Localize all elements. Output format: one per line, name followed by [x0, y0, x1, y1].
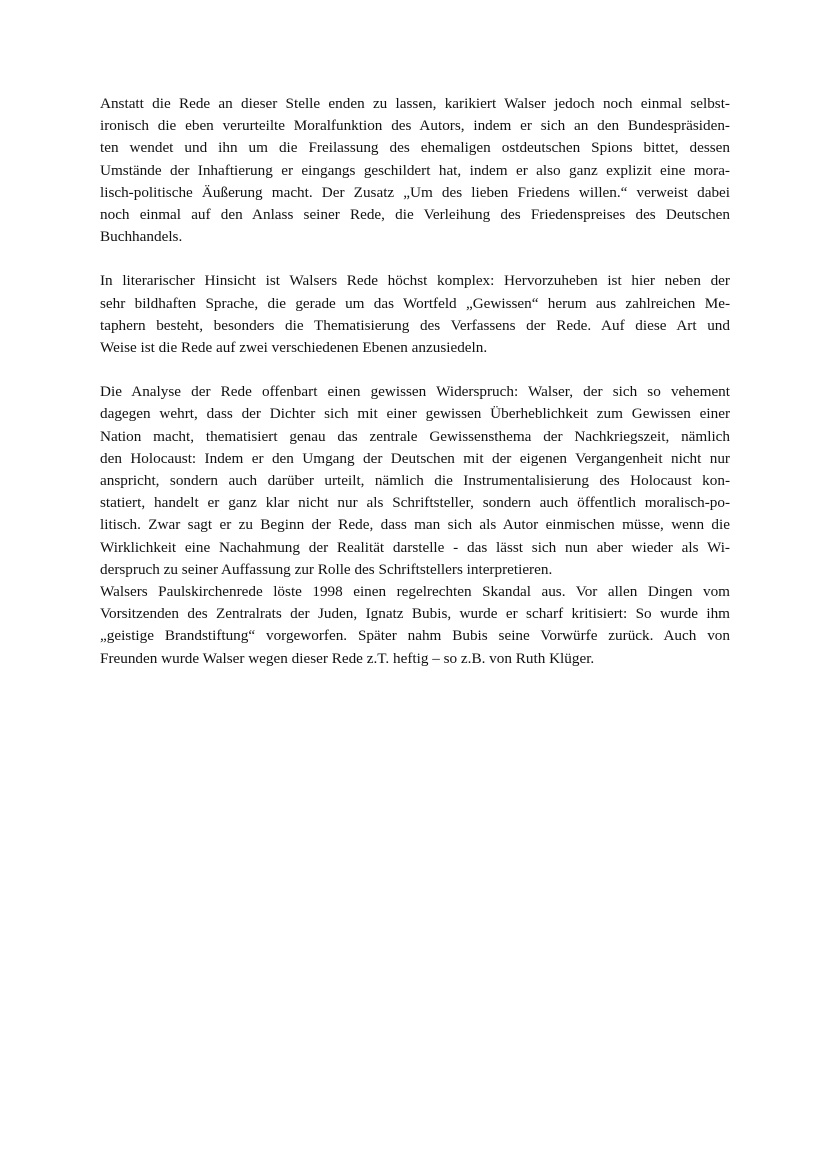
text-line: noch einmal auf den Anlass seiner Rede, die Verleihung des Friedenspreises des Deutschen	[100, 206, 730, 224]
paragraph-2	[100, 270, 730, 359]
paragraph-1	[100, 93, 730, 248]
text-line: Buchhandels.	[100, 228, 183, 246]
text-line: anspricht, sondern auch darüber urteilt, nämlich die Instrumentalisierung des Holocaust kon-	[100, 472, 730, 490]
text-line: statiert, handelt er ganz klar nicht nur als Schriftsteller, sondern auch öffentlich moralisch-po-	[100, 494, 730, 512]
text-line: „geistige Brandstiftung“ vorgeworfen. Später nahm Bubis seine Vorwürfe zurück. Auch von	[100, 627, 730, 645]
text-line: Walsers Paulskirchenrede löste 1998 einen regelrechten Skandal aus. Vor allen Dingen vom	[100, 583, 730, 601]
paragraph-3	[100, 381, 730, 581]
text-line: dagegen wehrt, dass der Dichter sich mit einer gewissen Überheblichkeit zum Gewissen einer	[100, 405, 730, 423]
text-line: sehr bildhaften Sprache, die gerade um das Wortfeld „Gewissen“ herum aus zahlreichen Me-	[100, 294, 730, 312]
text-line: lisch-politische Äußerung macht. Der Zusatz „Um des lieben Friedens willen.“ verweist dabei	[100, 183, 730, 201]
text-line: Anstatt die Rede an dieser Stelle enden zu lassen, karikiert Walser jedoch noch einmal selbst-	[100, 95, 730, 112]
text-line: litisch. Zwar sagt er zu Beginn der Rede, dass man sich als Autor einmischen müsse, wenn die	[100, 516, 730, 534]
document-page	[100, 93, 730, 670]
text-line: Vorsitzenden des Zentralrats der Juden, Ignatz Bubis, wurde er scharf kritisiert: So wurde ihm	[100, 605, 730, 623]
text-line: Nation macht, thematisiert genau das zentrale Gewissensthema der Nachkriegszeit, nämlich	[100, 427, 730, 445]
text-line: Weise ist die Rede auf zwei verschiedenen Ebenen anzusiedeln.	[100, 339, 488, 357]
text-line: den Holocaust: Indem er den Umgang der Deutschen mit der eigenen Vergangenheit nicht nur	[100, 449, 730, 467]
text-line: taphern besteht, besonders die Thematisierung des Verfassens der Rede. Auf diese Art und	[100, 316, 730, 334]
text-line: In literarischer Hinsicht ist Walsers Rede höchst komplex: Hervorzuheben ist hier neben der	[100, 272, 730, 290]
paragraph-spacer	[100, 359, 730, 381]
paragraph-4	[100, 581, 730, 670]
text-line: Wirklichkeit eine Nachahmung der Realität darstelle - das lässt sich nun aber wieder als Wi-	[100, 538, 730, 556]
text-line: ironisch die eben verurteilte Moralfunktion des Autors, indem er sich an den Bundespräsiden-	[100, 117, 730, 135]
paragraph-spacer	[100, 248, 730, 270]
text-line: derspruch zu seiner Auffassung zur Rolle des Schriftstellers interpretieren.	[100, 560, 553, 578]
text-line: Die Analyse der Rede offenbart einen gewissen Widerspruch: Walser, der sich so vehement	[100, 383, 730, 401]
text-line: Umstände der Inhaftierung er eingangs geschildert hat, indem er also ganz explizit eine mora-	[100, 161, 730, 179]
text-line: Freunden wurde Walser wegen dieser Rede z.T. heftig – so z.B. von Ruth Klüger.	[100, 649, 595, 667]
text-line: ten wendet und ihn um die Freilassung des ehemaligen ostdeutschen Spions bittet, dessen	[100, 139, 730, 157]
